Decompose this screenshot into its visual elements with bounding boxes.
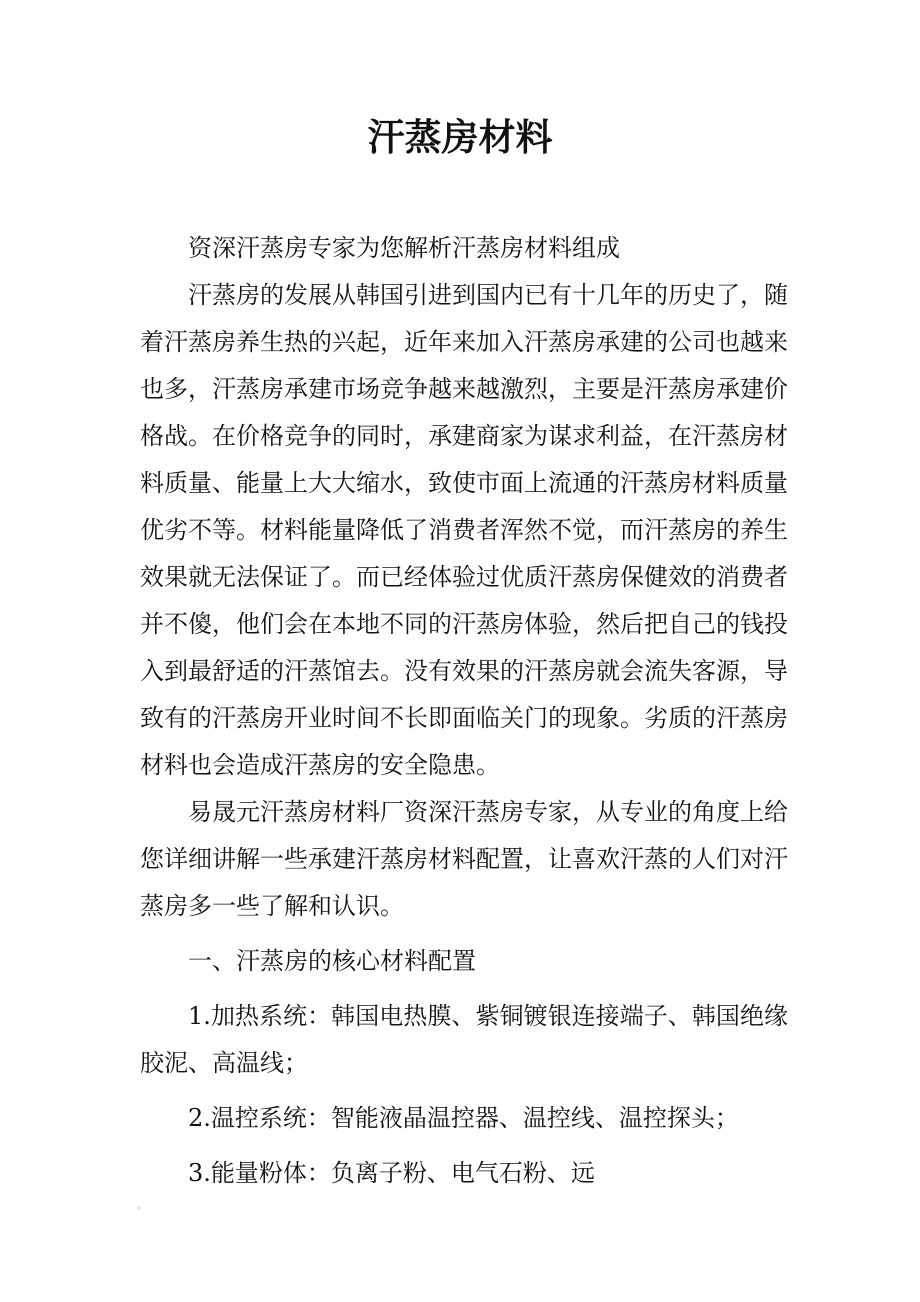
document-title: 汗蒸房材料: [367, 115, 553, 159]
document-body: [140, 225, 788, 1197]
list-item-heating: 1.加热系统：韩国电热膜、紫铜镀银连接端子、韩国绝缘胶泥、高温线；: [140, 1002, 788, 1077]
list-item-temperature: 2.温控系统：智能液晶温控器、温控线、温控探头；: [188, 1104, 739, 1132]
section-heading: 一、汗蒸房的核心材料配置: [188, 947, 476, 975]
list-item-powder: 3.能量粉体：负离子粉、电气石粉、远: [188, 1159, 595, 1187]
intro-paragraph: 汗蒸房的发展从韩国引进到国内已有十几年的历史了，随着汗蒸房养生热的兴起，近年来加入汗蒸房承建的公司也越来也多，汗蒸房承建市场竞争越来越激烈，主要是汗蒸房承建价格战。在价格竞争的同时，承建商家为谋求利益，在汗蒸房材料质量、能量上大大缩水，致使市面上流通的汗蒸房材料质量优劣不等。材料能量降低了消费者浑然不觉，而汗蒸房的养生效果就无法保证了。而已经体验过优质汗蒸房保健效的消费者并不傻，他们会在本地不同的汗蒸房体验，然后把自己的钱投入到最舒适的汗蒸馆去。没有效果的汗蒸房就会流失客源，导致有的汗蒸房开业时间不长即面临关门的现象。劣质的汗蒸房材料也会造成汗蒸房的安全隐患。: [140, 281, 788, 779]
subtitle-paragraph: 资深汗蒸房专家为您解析汗蒸房材料组成: [188, 234, 620, 262]
expert-paragraph: 易晟元汗蒸房材料厂资深汗蒸房专家，从专业的角度上给您详细讲解一些承建汗蒸房材料配置，让喜欢汗蒸的人们对汗蒸房多一些了解和认识。: [140, 798, 788, 920]
scan-dot: [137, 1206, 141, 1210]
